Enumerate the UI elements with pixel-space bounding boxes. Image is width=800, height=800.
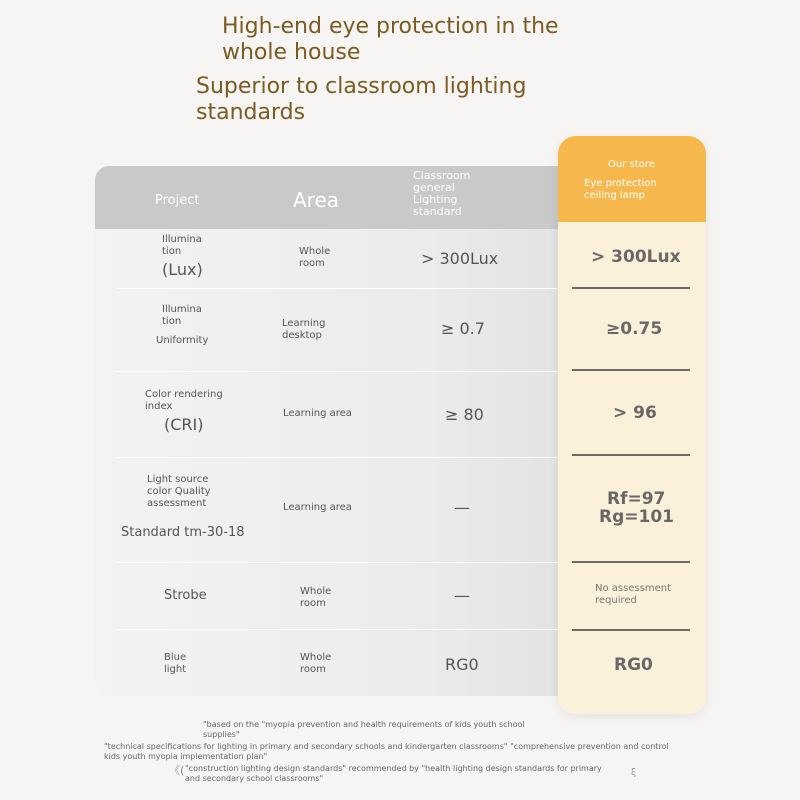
footnote-2: "technical specifications for lighting in primary and secondary schools and kindergarten classrooms" "comprehensive prevention and control kids youth myopia implementation plan" — [104, 742, 669, 761]
card-divider — [572, 287, 690, 289]
card-header — [558, 136, 706, 222]
footnote-3: "construction lighting design standards" recommended by "health lighting design standards for primary and secondary school classrooms" — [185, 764, 602, 783]
row1-project-label: Illumina tion — [162, 234, 202, 257]
card-divider — [572, 454, 690, 456]
footnote-1: "based on the "myopia prevention and health requirements of kids youth school supplies" — [203, 720, 525, 739]
row6-standard: RG0 — [445, 655, 479, 674]
card-value-bluelight: RG0 — [614, 655, 653, 675]
row3-standard: ≥ 80 — [445, 405, 484, 424]
header-project: Project — [155, 193, 200, 208]
row-divider — [117, 629, 557, 630]
card-divider — [572, 561, 690, 563]
card-value-uniformity: ≥0.75 — [606, 319, 663, 339]
row-divider — [117, 288, 557, 289]
row4-project-main: Standard tm-30-18 — [121, 525, 245, 540]
row2-area: Learning desktop — [282, 318, 326, 341]
store-product-card — [558, 136, 706, 714]
card-value-rf: Rf=97 — [607, 489, 666, 509]
card-title-product: Eye protection ceiling lamp — [584, 178, 657, 201]
row1-project-unit: (Lux) — [162, 260, 203, 279]
header-area: Area — [293, 188, 340, 212]
row4-standard: — — [454, 498, 470, 517]
row6-project-label: Blue light — [164, 652, 187, 675]
row2-project-main: Uniformity — [156, 335, 209, 346]
row3-project-main: (CRI) — [164, 415, 204, 434]
card-divider — [572, 369, 690, 371]
row3-area: Learning area — [283, 408, 352, 419]
row6-area: Whole room — [300, 652, 332, 675]
card-title-store: Our store — [608, 159, 655, 170]
headline-line1: High-end eye protection in the whole house — [222, 14, 559, 65]
table-header — [95, 166, 575, 229]
card-value-strobe: No assessment required — [595, 583, 672, 606]
row5-standard: — — [454, 586, 470, 605]
card-divider — [572, 629, 690, 631]
row2-standard: ≥ 0.7 — [441, 319, 485, 338]
row-divider — [117, 457, 557, 458]
row4-project-label: Light source color Quality assessment — [147, 474, 211, 509]
row3-project-label: Color rendering index — [145, 389, 223, 412]
row-divider — [117, 371, 557, 372]
row1-area: Whole room — [299, 246, 331, 269]
row5-project-main: Strobe — [164, 588, 207, 603]
footnote-mark-left: 《( — [169, 764, 185, 777]
row-divider — [117, 562, 557, 563]
card-value-cri: > 96 — [613, 403, 657, 423]
header-classroom-standard: Classroom general Lighting standard — [413, 169, 471, 218]
row2-project-label: Illumina tion — [162, 304, 202, 327]
row4-area: Learning area — [283, 502, 352, 513]
headline-line2: Superior to classroom lighting standards — [196, 74, 527, 125]
row1-standard: > 300Lux — [421, 249, 499, 268]
footnote-mark-right: ξ — [631, 768, 637, 778]
row5-area: Whole room — [300, 586, 332, 609]
comparison-table — [95, 166, 575, 696]
card-value-rg: Rg=101 — [599, 507, 674, 527]
card-value-illumination: > 300Lux — [591, 247, 681, 267]
